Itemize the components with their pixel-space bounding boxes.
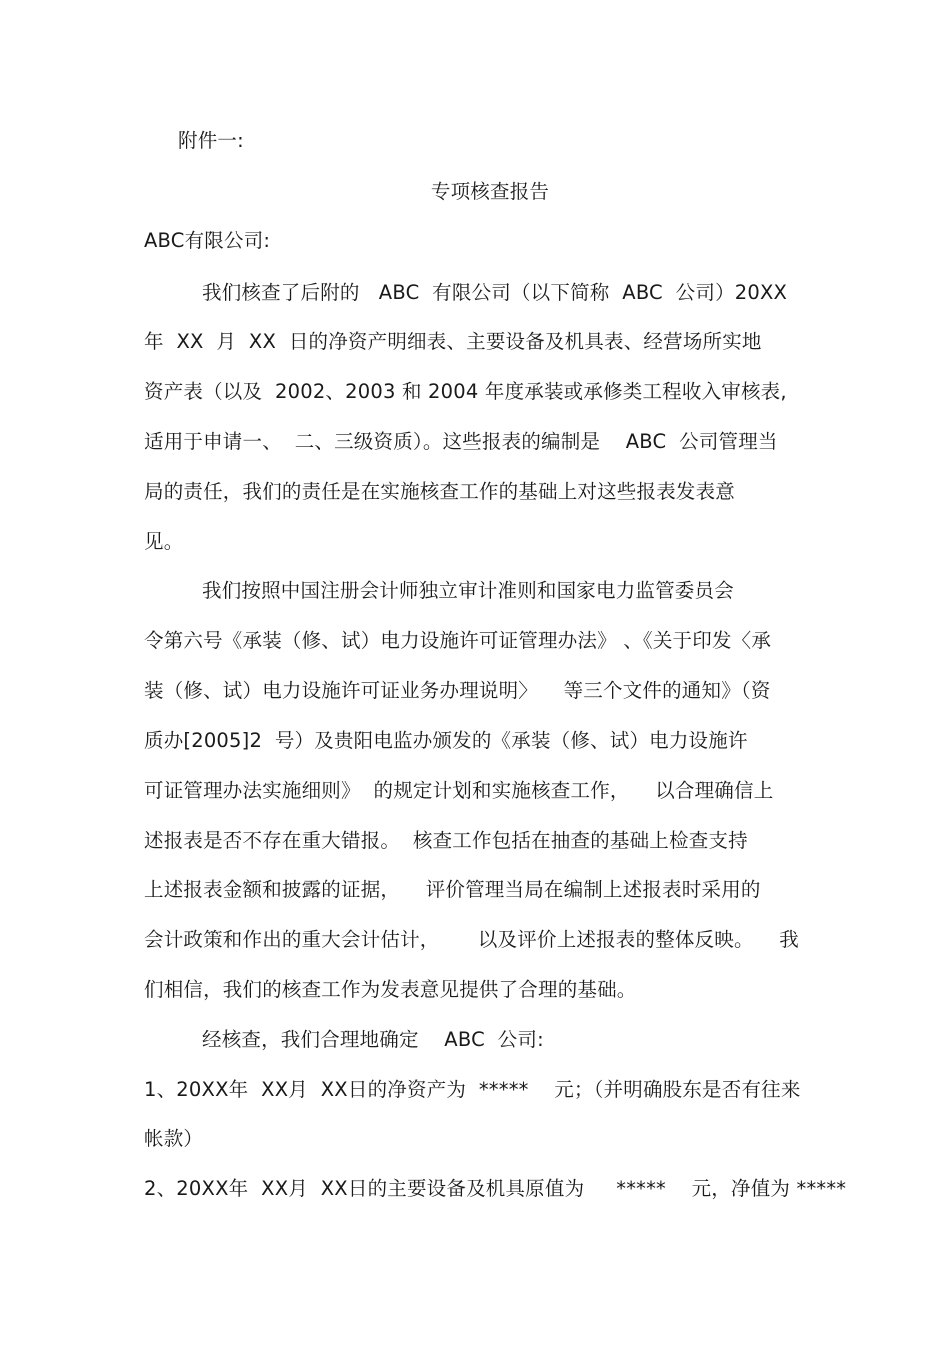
paragraph-3-line: 经核查，我们合理地确定 ABC 公司: — [202, 1028, 544, 1051]
paragraph-2-line: 述报表是否不存在重大错报。 核查工作包括在抽查的基础上检查支持 — [144, 829, 748, 852]
item-2-line: 2、20XX年 XX月 XX日的主要设备及机具原值为 ***** 元，净值为 ***** — [144, 1177, 847, 1200]
paragraph-2-line: 可证管理办法实施细则》 的规定计划和实施核查工作， 以合理确信上 — [144, 779, 774, 802]
paragraph-1-line: 年 XX 月 XX 日的净资产明细表、主要设备及机具表、经营场所实地 — [144, 330, 762, 353]
paragraph-2-line: 我们按照中国注册会计师独立审计准则和国家电力监管委员会 — [202, 579, 734, 602]
paragraph-2-line: 装（修、试）电力设施许可证业务办理说明〉 等三个文件的通知》（资 — [144, 679, 771, 702]
paragraph-1-line: 局的责任，我们的责任是在实施核查工作的基础上对这些报表发表意 — [144, 480, 736, 503]
paragraph-1-line: 见。 — [144, 530, 184, 553]
paragraph-1-line: 适用于申请一、 二、三级资质）。这些报表的编制是 ABC 公司管理当 — [144, 430, 778, 453]
salutation: ABC有限公司: — [144, 229, 271, 252]
item-1-line: 1、20XX年 XX月 XX日的净资产为 ***** 元；（并明确股东是否有往来 — [144, 1078, 801, 1101]
attachment-label: 附件一: — [178, 129, 244, 152]
paragraph-2-line: 质办[2005]2 号）及贵阳电监办颁发的《承装（修、试）电力设施许 — [144, 729, 748, 752]
paragraph-2-line: 上述报表金额和披露的证据， 评价管理当局在编制上述报表时采用的 — [144, 878, 761, 901]
report-title: 专项核查报告 — [430, 180, 550, 203]
paragraph-1-line: 资产表（以及 2002、2003 和 2004 年度承装或承修类工程收入审核表, — [144, 380, 787, 403]
paragraph-2-line: 会计政策和作出的重大会计估计， 以及评价上述报表的整体反映。 我 — [144, 928, 799, 951]
item-1-line: 帐款） — [144, 1127, 204, 1150]
paragraph-2-line: 们相信，我们的核查工作为发表意见提供了合理的基础。 — [144, 978, 637, 1001]
paragraph-1-line: 我们核查了后附的 ABC 有限公司（以下简称 ABC 公司）20XX — [202, 281, 788, 304]
paragraph-2-line: 令第六号《承装（修、试）电力设施许可证管理办法》 、《关于印发〈承 — [144, 629, 772, 652]
